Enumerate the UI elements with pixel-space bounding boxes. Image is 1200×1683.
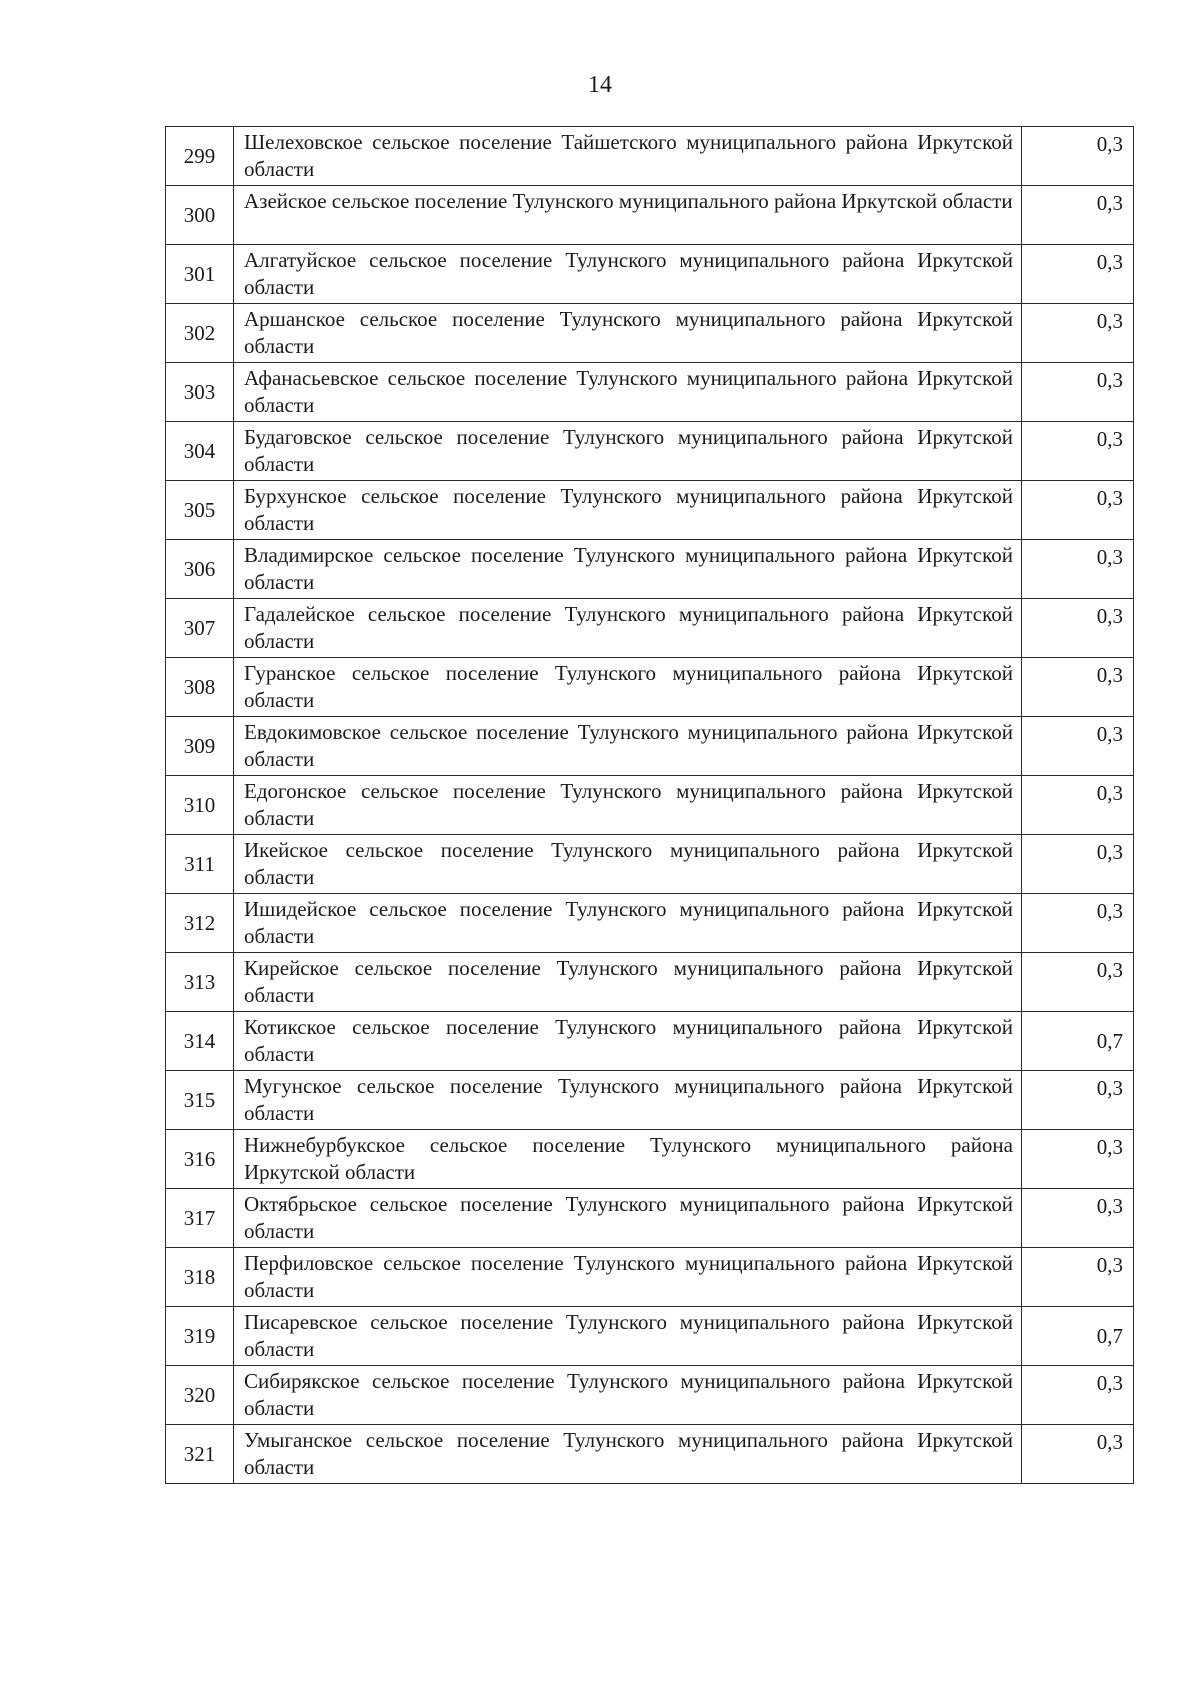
row-value: 0,3 [1022,422,1134,481]
row-number: 313 [166,953,234,1012]
table-row [166,1307,1134,1366]
row-number: 310 [166,776,234,835]
table-row [166,1366,1134,1425]
table-row [166,304,1134,363]
settlement-name: Ишидейское сельское поселение Тулунского муниципального района Иркутской области [234,894,1022,953]
settlement-name: Икейское сельское поселение Тулунского муниципального района Иркутской области [234,835,1022,894]
table-row [166,835,1134,894]
row-number: 319 [166,1307,234,1366]
table-row [166,422,1134,481]
settlement-name: Шелеховское сельское поселение Тайшетского муниципального района Иркутской области [234,127,1022,186]
settlement-name: Афанасьевское сельское поселение Тулунского муниципального района Иркутской области [234,363,1022,422]
table-row [166,481,1134,540]
settlement-name: Владимирское сельское поселение Тулунского муниципального района Иркутской области [234,540,1022,599]
row-number: 308 [166,658,234,717]
table-row [166,894,1134,953]
table-row [166,658,1134,717]
row-number: 300 [166,186,234,245]
table-row [166,363,1134,422]
settlement-name: Будаговское сельское поселение Тулунского муниципального района Иркутской области [234,422,1022,481]
row-value: 0,3 [1022,1366,1134,1425]
row-number: 321 [166,1425,234,1484]
table-row [166,186,1134,245]
page-number: 14 [588,72,612,98]
row-number: 306 [166,540,234,599]
settlement-name: Аршанское сельское поселение Тулунского муниципального района Иркутской области [234,304,1022,363]
table-row [166,717,1134,776]
row-value: 0,3 [1022,776,1134,835]
row-number: 317 [166,1189,234,1248]
settlement-name: Мугунское сельское поселение Тулунского муниципального района Иркутской области [234,1071,1022,1130]
row-value: 0,3 [1022,363,1134,422]
settlement-name: Перфиловское сельское поселение Тулунского муниципального района Иркутской области [234,1248,1022,1307]
row-value: 0,3 [1022,894,1134,953]
settlement-name: Сибирякское сельское поселение Тулунского муниципального района Иркутской области [234,1366,1022,1425]
settlement-name: Бурхунское сельское поселение Тулунского муниципального района Иркутской области [234,481,1022,540]
row-value: 0,3 [1022,1248,1134,1307]
row-value: 0,3 [1022,186,1134,245]
row-value: 0,3 [1022,953,1134,1012]
table-row [166,1248,1134,1307]
row-number: 305 [166,481,234,540]
row-value: 0,3 [1022,127,1134,186]
row-number: 302 [166,304,234,363]
row-value: 0,3 [1022,481,1134,540]
row-value: 0,3 [1022,1130,1134,1189]
row-value: 0,3 [1022,1189,1134,1248]
row-value: 0,3 [1022,1071,1134,1130]
settlement-name: Гадалейское сельское поселение Тулунского муниципального района Иркутской области [234,599,1022,658]
settlement-name: Гуранское сельское поселение Тулунского муниципального района Иркутской области [234,658,1022,717]
row-value: 0,3 [1022,717,1134,776]
row-value: 0,3 [1022,245,1134,304]
row-value: 0,3 [1022,1425,1134,1484]
settlement-name: Писаревское сельское поселение Тулунского муниципального района Иркутской области [234,1307,1022,1366]
row-value: 0,7 [1022,1012,1134,1071]
row-number: 314 [166,1012,234,1071]
table-row [166,1071,1134,1130]
settlements-table [165,126,1134,1484]
settlement-name: Нижнебурбукское сельское поселение Тулунского муниципального района Иркутской области [234,1130,1022,1189]
table-row [166,1012,1134,1071]
row-value: 0,7 [1022,1307,1134,1366]
row-number: 312 [166,894,234,953]
settlement-name: Евдокимовское сельское поселение Тулунского муниципального района Иркутской области [234,717,1022,776]
settlement-name: Умыганское сельское поселение Тулунского муниципального района Иркутской области [234,1425,1022,1484]
row-value: 0,3 [1022,540,1134,599]
row-value: 0,3 [1022,304,1134,363]
table-row [166,599,1134,658]
row-value: 0,3 [1022,658,1134,717]
row-number: 307 [166,599,234,658]
table-row [166,540,1134,599]
table-row [166,1189,1134,1248]
table-row [166,127,1134,186]
settlement-name: Едогонское сельское поселение Тулунского муниципального района Иркутской области [234,776,1022,835]
row-number: 311 [166,835,234,894]
row-number: 301 [166,245,234,304]
settlement-name: Азейское сельское поселение Тулунского муниципального района Иркутской области [234,186,1022,245]
row-value: 0,3 [1022,599,1134,658]
settlement-name: Октябрьское сельское поселение Тулунского муниципального района Иркутской области [234,1189,1022,1248]
row-number: 299 [166,127,234,186]
row-number: 303 [166,363,234,422]
row-number: 304 [166,422,234,481]
settlement-name: Алгатуйское сельское поселение Тулунского муниципального района Иркутской области [234,245,1022,304]
table-row [166,1130,1134,1189]
row-number: 320 [166,1366,234,1425]
table-row [166,245,1134,304]
row-number: 309 [166,717,234,776]
settlement-name: Котикское сельское поселение Тулунского муниципального района Иркутской области [234,1012,1022,1071]
row-number: 318 [166,1248,234,1307]
table-row [166,1425,1134,1484]
row-number: 315 [166,1071,234,1130]
row-number: 316 [166,1130,234,1189]
table-row [166,776,1134,835]
settlement-name: Кирейское сельское поселение Тулунского муниципального района Иркутской области [234,953,1022,1012]
table-row [166,953,1134,1012]
row-value: 0,3 [1022,835,1134,894]
